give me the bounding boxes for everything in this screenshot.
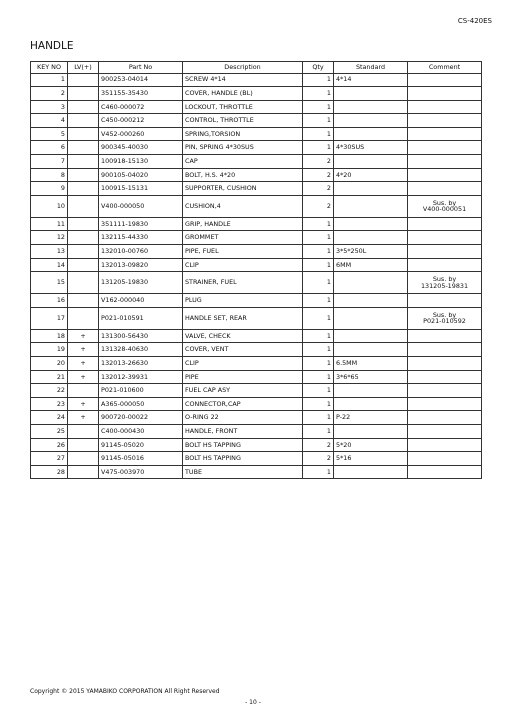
cell-lv: [68, 307, 99, 329]
cell-key-no: 6: [31, 141, 68, 155]
cell-lv: [68, 87, 99, 101]
cell-description: SCREW 4*14: [183, 73, 303, 87]
cell-lv: [68, 258, 99, 272]
cell-comment: [408, 141, 482, 155]
cell-standard: 4*14: [334, 73, 408, 87]
cell-description: CONNECTOR,CAP: [183, 397, 303, 411]
cell-part-no: 351155-35430: [99, 87, 183, 101]
cell-qty: 2: [303, 438, 334, 452]
cell-lv: [68, 217, 99, 231]
cell-description: VALVE, CHECK: [183, 329, 303, 343]
cell-key-no: 9: [31, 182, 68, 196]
table-row: [31, 155, 482, 169]
cell-description: GRIP, HANDLE: [183, 217, 303, 231]
cell-key-no: 16: [31, 294, 68, 308]
cell-lv: +: [68, 357, 99, 371]
table-row: [31, 141, 482, 155]
cell-description: BOLT HS TAPPING: [183, 452, 303, 466]
cell-description: CLIP: [183, 258, 303, 272]
cell-qty: 2: [303, 182, 334, 196]
cell-lv: [68, 245, 99, 259]
table-row: [31, 100, 482, 114]
cell-standard: [334, 217, 408, 231]
cell-key-no: 28: [31, 465, 68, 479]
table-row: [31, 258, 482, 272]
cell-comment: [408, 424, 482, 438]
cell-standard: [334, 87, 408, 101]
cell-qty: 1: [303, 294, 334, 308]
cell-lv: [68, 168, 99, 182]
header-lv: LV(+): [68, 62, 99, 74]
cell-standard: 5*16: [334, 452, 408, 466]
cell-key-no: 13: [31, 245, 68, 259]
cell-part-no: C460-000072: [99, 100, 183, 114]
cell-comment: [408, 370, 482, 384]
cell-qty: 1: [303, 343, 334, 357]
cell-key-no: 7: [31, 155, 68, 169]
header-standard: Standard: [334, 62, 408, 74]
table-row: [31, 452, 482, 466]
cell-key-no: 5: [31, 127, 68, 141]
cell-description: SPRING,TORSION: [183, 127, 303, 141]
cell-key-no: 8: [31, 168, 68, 182]
cell-part-no: 100915-15131: [99, 182, 183, 196]
cell-part-no: A365-000050: [99, 397, 183, 411]
cell-description: CONTROL, THROTTLE: [183, 114, 303, 128]
cell-lv: [68, 438, 99, 452]
cell-standard: [334, 384, 408, 398]
table-row: [31, 411, 482, 425]
cell-lv: [68, 100, 99, 114]
cell-description: SUPPORTER, CUSHION: [183, 182, 303, 196]
cell-qty: 1: [303, 397, 334, 411]
cell-qty: 1: [303, 258, 334, 272]
cell-lv: +: [68, 329, 99, 343]
cell-standard: [334, 272, 408, 294]
table-header-row: [31, 62, 482, 74]
cell-key-no: 20: [31, 357, 68, 371]
cell-comment: [408, 245, 482, 259]
cell-qty: 2: [303, 155, 334, 169]
cell-comment: [408, 438, 482, 452]
cell-comment: [408, 127, 482, 141]
cell-description: PIN, SPRING 4*30SUS: [183, 141, 303, 155]
cell-comment: [408, 329, 482, 343]
cell-comment: [408, 114, 482, 128]
cell-qty: 1: [303, 127, 334, 141]
cell-key-no: 22: [31, 384, 68, 398]
cell-qty: 1: [303, 114, 334, 128]
cell-standard: 5*20: [334, 438, 408, 452]
cell-comment: Sus. by 131205-19831: [408, 272, 482, 294]
cell-description: LOCKOUT, THROTTLE: [183, 100, 303, 114]
cell-standard: [334, 329, 408, 343]
table-row: [31, 272, 482, 294]
cell-qty: 1: [303, 384, 334, 398]
cell-part-no: 131205-19830: [99, 272, 183, 294]
cell-key-no: 10: [31, 195, 68, 217]
cell-qty: 1: [303, 465, 334, 479]
cell-description: GROMMET: [183, 231, 303, 245]
cell-key-no: 11: [31, 217, 68, 231]
cell-qty: 1: [303, 141, 334, 155]
cell-description: O-RING 22: [183, 411, 303, 425]
cell-standard: [334, 127, 408, 141]
table-row: [31, 114, 482, 128]
cell-key-no: 4: [31, 114, 68, 128]
cell-qty: 1: [303, 245, 334, 259]
cell-part-no: 131328-40630: [99, 343, 183, 357]
cell-qty: 1: [303, 217, 334, 231]
header-description: Description: [183, 62, 303, 74]
cell-comment: [408, 465, 482, 479]
cell-qty: 1: [303, 100, 334, 114]
cell-standard: [334, 114, 408, 128]
cell-description: CLIP: [183, 357, 303, 371]
table-row: [31, 73, 482, 87]
cell-key-no: 18: [31, 329, 68, 343]
cell-description: TUBE: [183, 465, 303, 479]
section-title: HANDLE: [30, 40, 74, 52]
cell-key-no: 25: [31, 424, 68, 438]
cell-qty: 1: [303, 307, 334, 329]
cell-comment: [408, 155, 482, 169]
cell-part-no: 900105-04020: [99, 168, 183, 182]
cell-standard: [334, 343, 408, 357]
cell-qty: 1: [303, 329, 334, 343]
cell-key-no: 26: [31, 438, 68, 452]
cell-comment: [408, 397, 482, 411]
cell-part-no: C450-000212: [99, 114, 183, 128]
cell-description: CAP: [183, 155, 303, 169]
cell-lv: +: [68, 397, 99, 411]
cell-lv: [68, 195, 99, 217]
cell-key-no: 14: [31, 258, 68, 272]
cell-standard: [334, 195, 408, 217]
cell-part-no: 132013-09820: [99, 258, 183, 272]
table-row: [31, 357, 482, 371]
cell-comment: [408, 100, 482, 114]
table-row: [31, 231, 482, 245]
cell-comment: [408, 343, 482, 357]
cell-key-no: 3: [31, 100, 68, 114]
cell-part-no: 132115-44330: [99, 231, 183, 245]
cell-comment: [408, 294, 482, 308]
cell-qty: 2: [303, 195, 334, 217]
cell-description: BOLT, H.S. 4*20: [183, 168, 303, 182]
table-row: [31, 294, 482, 308]
table-row: [31, 127, 482, 141]
cell-key-no: 27: [31, 452, 68, 466]
cell-part-no: 132012-39931: [99, 370, 183, 384]
cell-qty: 2: [303, 168, 334, 182]
cell-part-no: 91145-05016: [99, 452, 183, 466]
cell-qty: 1: [303, 272, 334, 294]
table-row: [31, 397, 482, 411]
cell-part-no: V400-000050: [99, 195, 183, 217]
cell-standard: 4*30SUS: [334, 141, 408, 155]
table-row: [31, 168, 482, 182]
cell-standard: [334, 182, 408, 196]
cell-part-no: 900253-04014: [99, 73, 183, 87]
cell-standard: [334, 397, 408, 411]
cell-lv: +: [68, 411, 99, 425]
cell-key-no: 1: [31, 73, 68, 87]
cell-description: PLUG: [183, 294, 303, 308]
table-row: [31, 343, 482, 357]
cell-description: STRAINER, FUEL: [183, 272, 303, 294]
cell-comment: Sus. by V400-000051: [408, 195, 482, 217]
page-number: - 10 -: [245, 699, 261, 706]
cell-lv: [68, 424, 99, 438]
cell-lv: [68, 127, 99, 141]
cell-qty: 1: [303, 87, 334, 101]
cell-part-no: 100918-15130: [99, 155, 183, 169]
cell-lv: +: [68, 343, 99, 357]
cell-comment: Sus. by P021-010592: [408, 307, 482, 329]
cell-qty: 2: [303, 452, 334, 466]
cell-key-no: 12: [31, 231, 68, 245]
table-row: [31, 245, 482, 259]
cell-lv: [68, 182, 99, 196]
cell-standard: P-22: [334, 411, 408, 425]
cell-part-no: 91145-05020: [99, 438, 183, 452]
copyright-text: Copyright © 2015 YAMABIKO CORPORATION All Right Reserved: [30, 688, 220, 695]
cell-lv: [68, 114, 99, 128]
cell-description: FUEL CAP ASY: [183, 384, 303, 398]
cell-key-no: 24: [31, 411, 68, 425]
cell-part-no: C400-000430: [99, 424, 183, 438]
cell-part-no: 351111-19830: [99, 217, 183, 231]
cell-part-no: P021-010600: [99, 384, 183, 398]
cell-description: PIPE, FUEL: [183, 245, 303, 259]
cell-comment: [408, 231, 482, 245]
header-part-no: Part No: [99, 62, 183, 74]
model-number: CS-420ES: [457, 17, 492, 25]
cell-lv: +: [68, 370, 99, 384]
table-row: [31, 384, 482, 398]
cell-part-no: P021-010591: [99, 307, 183, 329]
cell-lv: [68, 272, 99, 294]
cell-part-no: V162-000040: [99, 294, 183, 308]
cell-description: BOLT HS TAPPING: [183, 438, 303, 452]
cell-part-no: V452-000260: [99, 127, 183, 141]
cell-key-no: 19: [31, 343, 68, 357]
cell-description: PIPE: [183, 370, 303, 384]
cell-lv: [68, 294, 99, 308]
cell-standard: 6MM: [334, 258, 408, 272]
table-row: [31, 182, 482, 196]
cell-description: HANDLE SET, REAR: [183, 307, 303, 329]
cell-description: CUSHION,4: [183, 195, 303, 217]
table-row: [31, 424, 482, 438]
cell-comment: [408, 73, 482, 87]
cell-comment: [408, 411, 482, 425]
cell-description: COVER, VENT: [183, 343, 303, 357]
header-comment: Comment: [408, 62, 482, 74]
cell-standard: [334, 155, 408, 169]
cell-key-no: 17: [31, 307, 68, 329]
cell-qty: 1: [303, 370, 334, 384]
table-row: [31, 465, 482, 479]
cell-comment: [408, 182, 482, 196]
cell-key-no: 15: [31, 272, 68, 294]
cell-comment: [408, 87, 482, 101]
table-row: [31, 307, 482, 329]
cell-comment: [408, 384, 482, 398]
cell-lv: [68, 155, 99, 169]
cell-qty: 1: [303, 424, 334, 438]
cell-part-no: 132010-00760: [99, 245, 183, 259]
cell-standard: [334, 100, 408, 114]
cell-lv: [68, 384, 99, 398]
cell-comment: [408, 217, 482, 231]
cell-standard: [334, 294, 408, 308]
header-key-no: KEY NO: [31, 62, 68, 74]
cell-qty: 1: [303, 231, 334, 245]
cell-description: COVER, HANDLE (BL): [183, 87, 303, 101]
table-row: [31, 438, 482, 452]
header-qty: Qty: [303, 62, 334, 74]
table-row: [31, 329, 482, 343]
table-row: [31, 370, 482, 384]
cell-lv: [68, 141, 99, 155]
cell-lv: [68, 73, 99, 87]
cell-comment: [408, 452, 482, 466]
cell-standard: [334, 465, 408, 479]
cell-standard: 4*20: [334, 168, 408, 182]
cell-lv: [68, 452, 99, 466]
cell-lv: [68, 231, 99, 245]
cell-comment: [408, 168, 482, 182]
cell-qty: 1: [303, 411, 334, 425]
cell-part-no: V475-003970: [99, 465, 183, 479]
cell-part-no: 132013-26630: [99, 357, 183, 371]
cell-standard: [334, 231, 408, 245]
cell-standard: [334, 307, 408, 329]
cell-qty: 1: [303, 73, 334, 87]
parts-table: [30, 61, 482, 479]
table-row: [31, 217, 482, 231]
cell-standard: [334, 424, 408, 438]
cell-description: HANDLE, FRONT: [183, 424, 303, 438]
cell-comment: [408, 357, 482, 371]
cell-standard: 3*5*250L: [334, 245, 408, 259]
cell-part-no: 900345-40030: [99, 141, 183, 155]
cell-standard: 3*6*65: [334, 370, 408, 384]
cell-qty: 1: [303, 357, 334, 371]
cell-comment: [408, 258, 482, 272]
cell-part-no: 131300-56430: [99, 329, 183, 343]
cell-part-no: 900720-00022: [99, 411, 183, 425]
cell-key-no: 21: [31, 370, 68, 384]
table-row: [31, 195, 482, 217]
cell-key-no: 23: [31, 397, 68, 411]
cell-key-no: 2: [31, 87, 68, 101]
cell-standard: 6.5MM: [334, 357, 408, 371]
cell-lv: [68, 465, 99, 479]
table-row: [31, 87, 482, 101]
